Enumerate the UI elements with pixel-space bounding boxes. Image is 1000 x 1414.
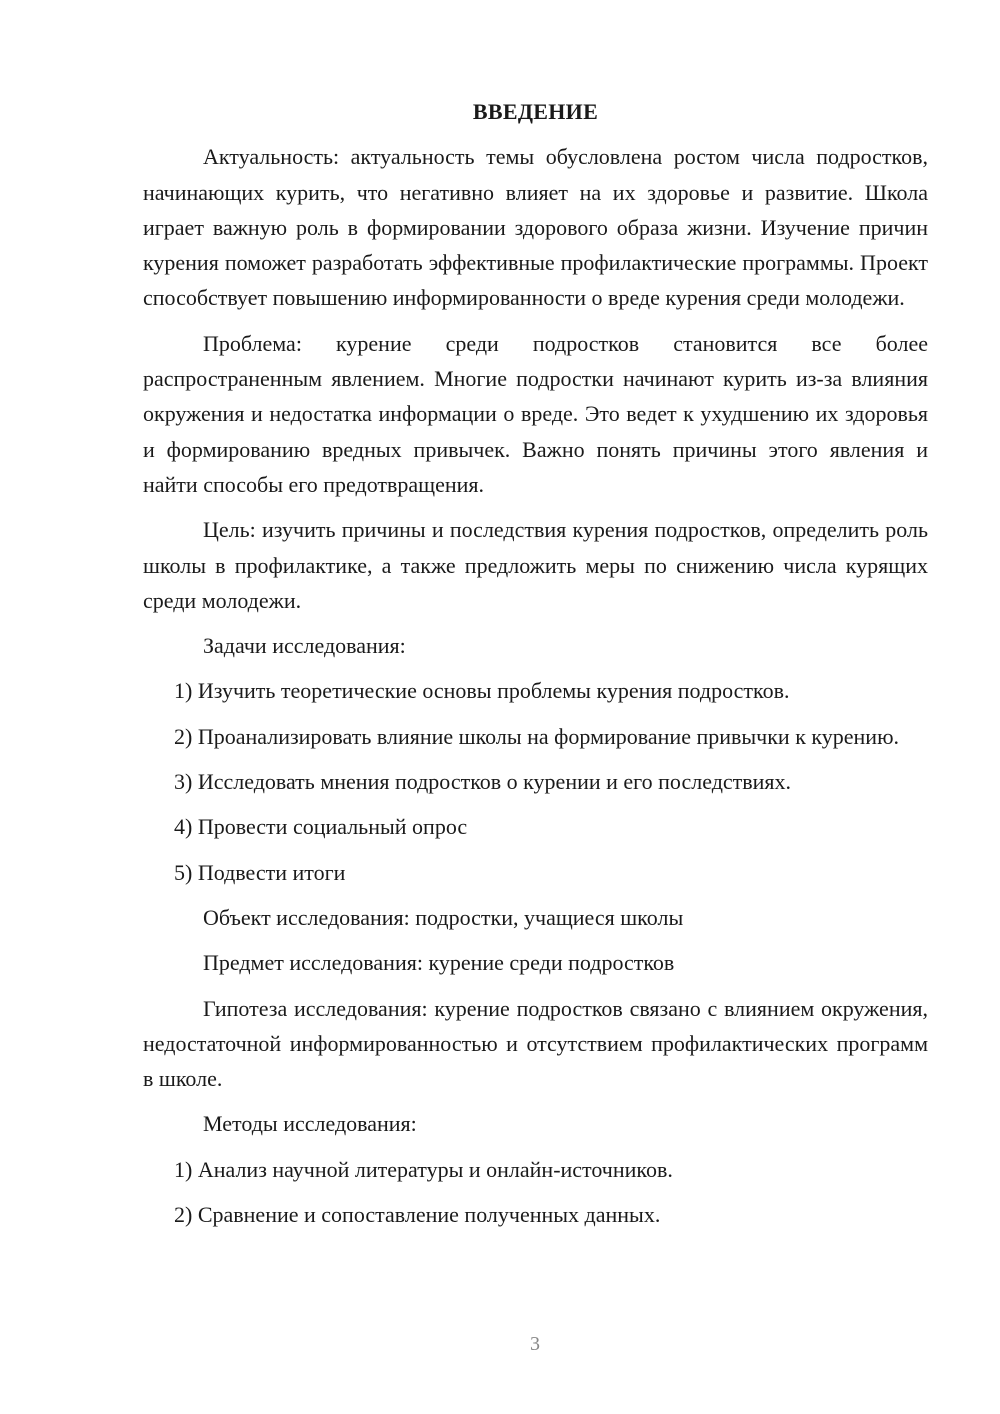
methods-heading: Методы исследования: [203, 1111, 417, 1137]
task-item-5: 5) Подвести итоги [174, 859, 346, 885]
task-item-1: 1) Изучить теоретические основы проблемы курения подростков. [174, 678, 790, 704]
task-item-2: 2) Проанализировать влияние школы на формирование привычки к курению. [174, 723, 900, 749]
tasks-heading: Задачи исследования: [203, 633, 406, 659]
task-item-4: 4) Провести социальный опрос [174, 814, 468, 840]
research-object: Объект исследования: подростки, учащиеся школы [203, 904, 684, 930]
research-subject: Предмет исследования: курение среди подростков [203, 950, 675, 976]
problem-paragraph: Проблема: курение среди подростков становится все более распространенным явлением. Многие подростки начинают курить из-за влияния окружения и недостатка информации о вреде. Это ведет к ухудшению их здоровья и формированию вредных привычек. Важно понять причины этого явления и найти способы его предотвращения. [143, 330, 928, 497]
page-number: 3 [530, 1333, 540, 1355]
task-item-3: 3) Исследовать мнения подростков о курении и его последствиях. [174, 769, 792, 795]
hypothesis-paragraph: Гипотеза исследования: курение подростков связано с влиянием окружения, недостаточной информированностью и отсутствием профилактических программ в школе. [143, 995, 928, 1092]
method-item-2: 2) Сравнение и сопоставление полученных данных. [174, 1202, 661, 1228]
goal-paragraph: Цель: изучить причины и последствия курения подростков, определить роль школы в профилактике, а также предложить меры по снижению числа курящих среди молодежи. [143, 517, 928, 613]
method-item-1: 1) Анализ научной литературы и онлайн-источников. [174, 1156, 673, 1182]
relevance-paragraph: Актуальность: актуальность темы обусловлена ростом числа подростков, начинающих курить, что негативно влияет на их здоровье и развитие. Школа играет важную роль в формировании здорового образа жизни. Изучение причин курения поможет разработать эффективные профилактические программы. Проект способствует повышению информированности о вреде курения среди молодежи. [143, 144, 928, 311]
section-title: ВВЕДЕНИЕ [472, 99, 599, 124]
document-page [143, 94, 928, 1242]
